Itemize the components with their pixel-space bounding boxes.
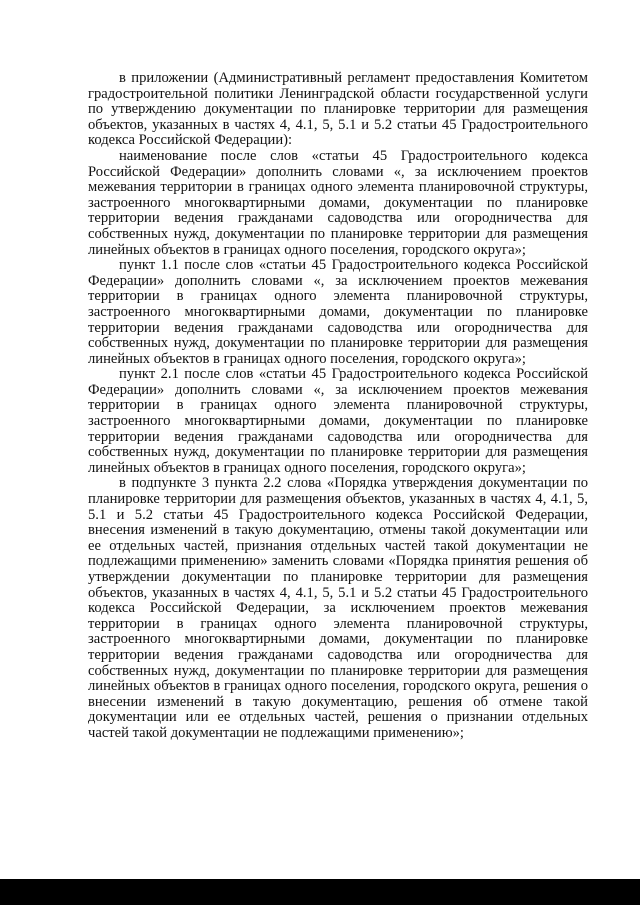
paragraph-item-2-1: пункт 2.1 после слов «статьи 45 Градостроительного кодекса Российской Федерации» дополнить словами «, за исключением проектов межевания территории в границах одного элемента планировочной структуры, застроенного многоквартирными домами, документации по планировке территории ведения гражданами садоводства или огородничества для собственных нужд, документации по планировке территории для размещения линейных объектов в границах одного поселения, городского округа»; <box>88 366 588 476</box>
scan-bottom-edge <box>0 879 640 905</box>
document-body <box>88 71 588 742</box>
paragraph-appendix-intro: в приложении (Административный регламент предоставления Комитетом градостроительной политики Ленинградской области государственной услуги по утверждению документации по планировке территории для размещения объектов, указанных в частях 4, 4.1, 5, 5.1 и 5.2 статьи 45 Градостроительного кодекса Российской Федерации): <box>88 70 588 149</box>
paragraph-item-1-1: пункт 1.1 после слов «статьи 45 Градостроительного кодекса Российской Федерации» дополнить словами «, за исключением проектов межевания территории в границах одного элемента планировочной структуры, застроенного многоквартирными домами, документации по планировке территории ведения гражданами садоводства или огородничества для собственных нужд, документации по планировке территории для размещения линейных объектов в границах одного поселения, городского округа»; <box>88 257 588 367</box>
paragraph-item-2-2-subitem-3: в подпункте 3 пункта 2.2 слова «Порядка утверждения документации по планировке территории для размещения объектов, указанных в частях 4, 4.1, 5, 5.1 и 5.2 статьи 45 Градостроительного кодекса Российской Федерации, внесения изменений в такую документацию, отмены такой документации или ее отдельных частей, признания отдельных частей такой документации не подлежащими применению» заменить словами «Порядка принятия решения об утверждении документации по планировке территории для размещения объектов, указанных в частях 4, 4.1, 5, 5.1 и 5.2 статьи 45 Градостроительного кодекса Российской Федерации, за исключением проектов межевания территории в границах одного элемента планировочной структуры, застроенного многоквартирными домами, документации по планировке территории ведения гражданами садоводства или огородничества для собственных нужд, документации по планировке территории для размещения линейных объектов в границах одного поселения, городского округа, решения о внесении изменений в такую документацию, решения об отмене такой документации или ее отдельных частей, решения о признании отдельных частей такой документации не подлежащими применению»; <box>88 475 588 741</box>
paragraph-name-amendment: наименование после слов «статьи 45 Градостроительного кодекса Российской Федерации» дополнить словами «, за исключением проектов межевания территории в границах одного элемента планировочной структуры, застроенного многоквартирными домами, документации по планировке территории ведения гражданами садоводства или огородничества для собственных нужд, документации по планировке территории для размещения линейных объектов в границах одного поселения, городского округа»; <box>88 147 588 258</box>
